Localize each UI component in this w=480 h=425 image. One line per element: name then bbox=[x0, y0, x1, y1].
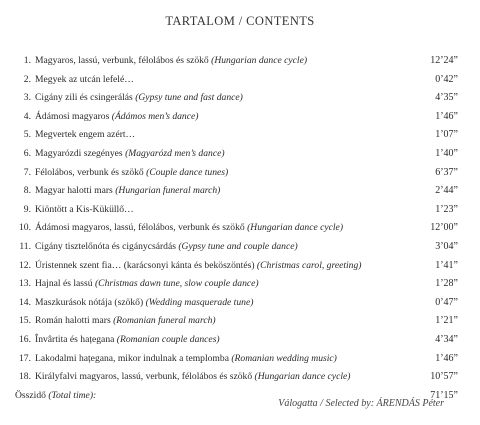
track-title-line bbox=[35, 182, 220, 201]
track-title-line bbox=[35, 126, 135, 145]
track-duration: 2’44” bbox=[435, 185, 458, 197]
track-number: 5. bbox=[23, 129, 31, 141]
track-number: 4. bbox=[23, 110, 31, 122]
track-duration: 1’41” bbox=[435, 259, 458, 271]
total-time-label-line bbox=[15, 387, 96, 406]
track-duration: 12’00” bbox=[430, 222, 458, 234]
track-duration: 1’28” bbox=[435, 278, 458, 290]
track-subtitle: (Hungarian dance cycle) bbox=[254, 371, 351, 383]
track-title: Megyek az utcán lefelé… bbox=[35, 73, 134, 85]
track-number: 18. bbox=[19, 371, 31, 383]
track-title-line bbox=[35, 164, 228, 183]
track-row bbox=[15, 108, 470, 127]
track-duration: 1’07” bbox=[435, 129, 458, 141]
track-row bbox=[15, 126, 470, 145]
track-duration: 4’35” bbox=[435, 92, 458, 104]
track-number: 10. bbox=[19, 222, 31, 234]
track-title-line bbox=[35, 275, 259, 294]
track-number: 16. bbox=[19, 333, 31, 345]
track-row bbox=[15, 238, 470, 257]
track-title: Magyar halotti mars bbox=[35, 185, 113, 197]
track-duration: 3’04” bbox=[435, 240, 458, 252]
track-number: 15. bbox=[19, 315, 31, 327]
credit-line: Válogatta / Selected by: ÁRENDÁS Péter bbox=[278, 398, 444, 409]
track-title-line bbox=[35, 71, 134, 90]
track-title: Úristennek szent fia… (karácsonyi kánta és beköszöntés) bbox=[35, 259, 255, 271]
track-number: 11. bbox=[19, 240, 31, 252]
track-title: Ádámosi magyaros, lassú, félolábos, verbunk és szökő bbox=[35, 222, 245, 234]
track-duration: 1’46” bbox=[435, 110, 458, 122]
track-row bbox=[15, 52, 470, 71]
track-number: 9. bbox=[23, 203, 31, 215]
track-subtitle: (Wedding masquerade tune) bbox=[145, 296, 254, 308]
track-duration: 12’24” bbox=[430, 55, 458, 66]
track-title-line bbox=[35, 89, 243, 108]
track-subtitle: (Ádámos men’s dance) bbox=[111, 110, 199, 122]
track-duration: 1’46” bbox=[435, 352, 458, 364]
track-row bbox=[15, 164, 470, 183]
track-title: Magyarózdi szegényes bbox=[35, 147, 123, 159]
track-number: 17. bbox=[19, 352, 31, 364]
track-title: Cigány zili és csingerálás bbox=[35, 92, 133, 104]
track-duration: 6’37” bbox=[435, 166, 458, 178]
track-title: Kiöntött a Kis-Küküllő… bbox=[35, 203, 134, 215]
track-title-line bbox=[35, 350, 337, 369]
track-title-line bbox=[35, 108, 198, 127]
track-title: Lakodalmi hațegana, mikor indulnak a templomba bbox=[35, 352, 229, 364]
track-title-line bbox=[35, 201, 134, 220]
track-title: Ádámosi magyaros bbox=[35, 110, 110, 122]
track-list bbox=[15, 52, 470, 405]
track-number: 13. bbox=[19, 278, 31, 290]
track-title: Román halotti mars bbox=[35, 315, 111, 327]
track-row bbox=[15, 219, 470, 238]
track-number: 14. bbox=[19, 296, 31, 308]
track-title: Învârtita és hațegana bbox=[35, 333, 115, 345]
track-title: Hajnal és lassú bbox=[35, 278, 93, 290]
total-time-label: Összidő bbox=[15, 389, 46, 401]
track-subtitle: (Christmas carol, greeting) bbox=[256, 259, 362, 271]
total-time-subtitle: (Total time): bbox=[48, 389, 97, 401]
track-duration: 1’21” bbox=[435, 315, 458, 327]
track-title-line bbox=[35, 294, 253, 313]
track-row bbox=[15, 331, 470, 350]
track-row bbox=[15, 201, 470, 220]
track-row bbox=[15, 368, 470, 387]
track-duration: 4’34” bbox=[435, 333, 458, 345]
track-title-line bbox=[35, 368, 350, 387]
track-subtitle: (Hungarian dance cycle) bbox=[211, 55, 308, 66]
track-subtitle: (Hungarian dance cycle) bbox=[247, 222, 344, 234]
track-duration: 0’47” bbox=[435, 296, 458, 308]
track-title: Megvertek engem azért… bbox=[35, 129, 136, 141]
track-title-line bbox=[35, 312, 216, 331]
track-title: Félolábos, verbunk és szökő bbox=[35, 166, 144, 178]
track-title-line bbox=[35, 238, 298, 257]
track-title: Királyfalvi magyaros, lassú, verbunk, félolábos és szökő bbox=[35, 371, 253, 383]
track-subtitle: (Romanian couple dances) bbox=[116, 333, 220, 345]
page-title: TARTALOM / CONTENTS bbox=[165, 14, 315, 28]
track-subtitle: (Christmas dawn tune, slow couple dance) bbox=[94, 278, 259, 290]
track-subtitle: (Romanian funeral march) bbox=[113, 315, 216, 327]
track-row bbox=[15, 89, 470, 108]
track-title-line bbox=[35, 145, 225, 164]
track-number: 6. bbox=[23, 147, 31, 159]
track-title-line bbox=[35, 257, 361, 276]
track-row bbox=[15, 294, 470, 313]
track-subtitle: (Gypsy tune and couple dance) bbox=[178, 240, 298, 252]
track-number: 3. bbox=[23, 92, 31, 104]
track-number: 8. bbox=[23, 185, 31, 197]
track-row bbox=[15, 257, 470, 276]
track-row bbox=[15, 182, 470, 201]
track-title-line bbox=[35, 331, 220, 350]
track-subtitle: (Gypsy tune and fast dance) bbox=[135, 92, 243, 104]
track-duration: 10’57” bbox=[430, 371, 458, 383]
track-duration: 1’23” bbox=[435, 203, 458, 215]
track-title-line bbox=[35, 52, 307, 71]
track-number: 7. bbox=[23, 166, 31, 178]
track-title: Maszkurások nótája (szökő) bbox=[35, 296, 144, 308]
track-duration: 0’42” bbox=[435, 73, 458, 85]
track-title: Magyaros, lassú, verbunk, félolábos és szökő bbox=[35, 55, 209, 66]
track-row bbox=[15, 350, 470, 369]
track-number: 2. bbox=[23, 73, 31, 85]
track-row bbox=[15, 312, 470, 331]
track-title-line bbox=[35, 219, 343, 238]
track-number: 1. bbox=[23, 55, 31, 66]
track-subtitle: (Romanian wedding music) bbox=[231, 352, 337, 364]
track-row bbox=[15, 71, 470, 90]
total-time-value: 71’15” bbox=[430, 389, 458, 401]
track-duration: 1’40” bbox=[435, 147, 458, 159]
track-subtitle: (Couple dance tunes) bbox=[146, 166, 229, 178]
track-subtitle: (Magyarózd men’s dance) bbox=[125, 147, 225, 159]
track-subtitle: (Hungarian funeral march) bbox=[115, 185, 221, 197]
track-row bbox=[15, 145, 470, 164]
track-number: 12. bbox=[19, 259, 31, 271]
track-row bbox=[15, 275, 470, 294]
track-title: Cigány tisztelőnóta és cigánycsárdás bbox=[35, 240, 176, 252]
